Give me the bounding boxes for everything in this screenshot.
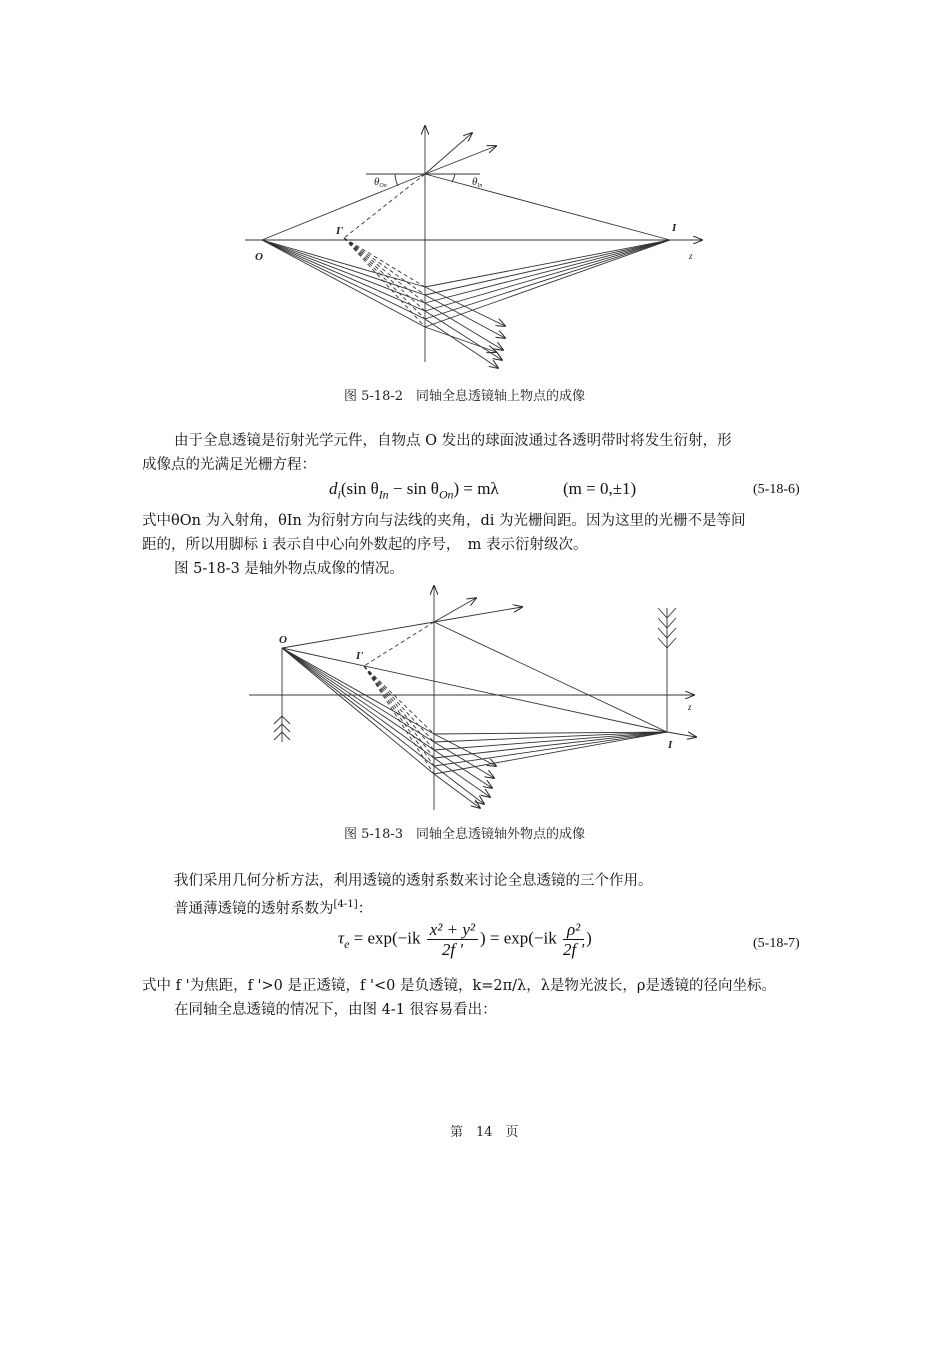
fig2-o-label: O: [279, 634, 287, 646]
o-label: O: [255, 251, 263, 263]
para2-line2: 距的，所以用脚标 i 表示自中心向外数起的序号， m 表示衍射级次。: [142, 537, 588, 553]
para1-line1: 由于全息透镜是衍射光学元件，自物点 O 发出的球面波通过各透明带时将发生衍射，形: [174, 433, 732, 449]
page-number: 第 14 页: [450, 1125, 519, 1140]
equation-number-5-18-6: (5-18-6): [753, 482, 800, 497]
para3-line2: 普通薄透镜的透射系数为[4-1]：: [174, 899, 373, 917]
figure-coaxial-off-axis-imaging: [244, 582, 704, 814]
theta-in-label: θIn: [472, 176, 483, 189]
z-label: z: [689, 251, 693, 261]
equation-5-18-6: $d_i(\sin$ $\theta_{In} - \sin \theta_{On}) = m\lambda$: [329, 479, 499, 502]
figure-coaxial-on-axis-imaging: [240, 120, 710, 375]
fig2-z-label: z: [688, 702, 692, 712]
i-label: I: [672, 222, 677, 234]
para4-line1: 式中 f '为焦距，f '>0 是正透镜，f '<0 是负透镜，k=2π/λ，λ是物光波长，ρ是透镜的径向坐标。: [142, 978, 776, 994]
para2-line3: 图 5-18-3 是轴外物点成像的情况。: [174, 561, 404, 577]
figure2-caption: 图 5-18-3 同轴全息透镜轴外物点的成像: [344, 827, 586, 842]
para3-line1: 我们采用几何分析方法，利用透镜的透射系数来讨论全息透镜的三个作用。: [174, 873, 653, 889]
figure1-caption: 图 5-18-2 同轴全息透镜轴上物点的成像: [344, 389, 586, 404]
citation-ref: [4-1]: [333, 899, 358, 910]
para4-line2: 在同轴全息透镜的情况下，由图 4-1 很容易看出：: [174, 1002, 497, 1018]
equation-condition: (m = 0,±1): [563, 479, 637, 498]
equation-number-5-18-7: (5-18-7): [753, 936, 800, 951]
theta-on-label: θOn: [374, 176, 387, 189]
fig2-i-prime-label: I': [356, 650, 364, 662]
para2-line1: 式中θOn 为入射角，θIn 为衍射方向与法线的夹角，di 为光栅间距。因为这里的光栅不是等间: [142, 513, 746, 529]
i-prime-label: I': [336, 225, 344, 237]
para1-line2: 成像点的光满足光栅方程：: [142, 457, 316, 473]
equation-5-18-7: $\tau_e = \exp(-ik$ $\frac{\text{x² + y²}}{2f '}$ ) = exp(−ik $\frac{\text{ρ²}}{2f '}$ ): [338, 920, 592, 959]
fig2-i-label: I: [668, 739, 673, 751]
